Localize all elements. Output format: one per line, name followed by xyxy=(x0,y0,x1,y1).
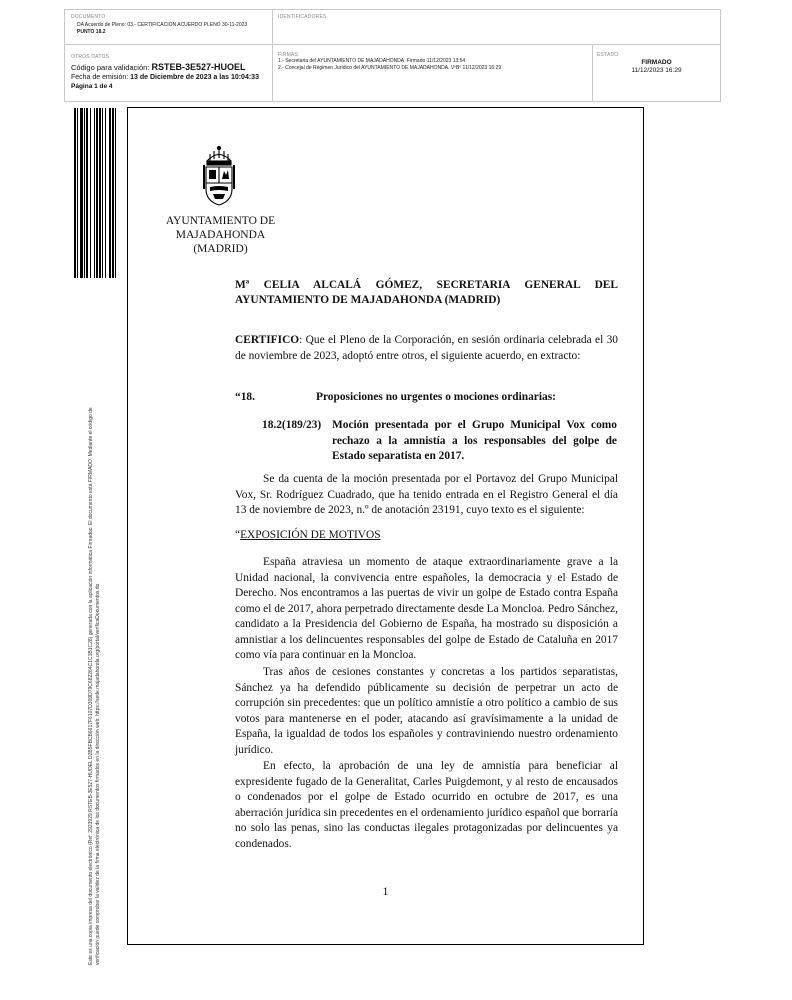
firmas-cell xyxy=(273,45,593,101)
exposicion-quote: “ xyxy=(235,529,241,541)
estado-date: 11/12/2023 16:29 xyxy=(631,67,682,74)
documento-cell xyxy=(65,10,273,45)
fecha-prefix: Fecha de emisión: xyxy=(71,74,129,81)
barcode-bar xyxy=(116,108,118,278)
page-number: 1 xyxy=(382,886,389,898)
organization-block xyxy=(148,214,293,256)
side-text-line2: verificación puede comprobar la validez de la firma electrónica de los documentos firmados en la dirección web: https://sede.majadahonda.org/portal/verificaDocumentos.do xyxy=(95,583,101,965)
firmas-label: FIRMAS xyxy=(278,52,299,58)
sub-number: 18.2(189/23) xyxy=(262,419,322,431)
sub-title: Moción presentada por el Grupo Municipal Vox como rechazo a la amnistía a los responsables del golpe de Estado separatista en 2017. xyxy=(332,419,617,462)
paragraph-2: Tras años de cesiones constantes y concretas a los partidos separatistas, Sánchez ya ha defendido públicamente su decisión de perpetrar un acto de corrupción sin precedentes: que un político amnistíe a otro político a cambio de sus votos para mantenerse en el poder, atacando así gravísimamente a la unidad de España, la igualdad de todos los españoles y contraviniendo nuestro ordenamiento jurídico. xyxy=(235,666,618,756)
certifico-label: CERTIFICO xyxy=(235,334,300,346)
page-count: Página 1 de 4 xyxy=(71,83,113,90)
intro-paragraph: Se da cuenta de la moción presentada por el Portavoz del Grupo Municipal Vox, Sr. Rodríguez Cuadrado, que ha tenido entrada en el Registro General el día 13 de noviembre de 2023, n.º de anotación 23191, cuyo texto es el siguiente: xyxy=(235,473,618,516)
document-page xyxy=(127,107,644,945)
estado-label: ESTADO xyxy=(597,52,619,58)
validation-code[interactable]: RSTEB-3E527-HUOEL xyxy=(151,62,246,72)
side-text-line1: Este es una copia impresa del documento electrónico (Ref: 2923929 RSTEB-3E527-HUOEL D2B5FBCB6617F6107D309D79C682264C1C1B1C28) generada con la aplicación informática Firmadoc. El documento está FIRMADO. Mediante el código de xyxy=(88,407,94,965)
documento-line2: PUNTO 18.2 xyxy=(77,29,106,35)
codigo-prefix: Código para validación: xyxy=(71,63,150,72)
paragraph-3: En efecto, la aprobación de una ley de amnistía para beneficiar al expresidente fugado de la Generalitat, Carles Puigdemont, y al resto de encausados o condenados por el golpe de Estado ocurrido en octubre de 2017, es una aberración jurídica sin precedentes en el ordenamiento jurídico español que borraría no solo las penas, sino las conductas ilegales protagonizadas por delincuentes ya condenados. xyxy=(235,760,618,850)
estado-cell xyxy=(593,45,720,101)
emission-date: 13 de Diciembre de 2023 a las 10:04:33 xyxy=(130,74,259,81)
firma-1: 1.- Secretaria del AYUNTAMIENTO DE MAJADAHONDA. Firmado 11/12/2023 13:54 xyxy=(278,58,466,64)
otros-label: OTROS DATOS xyxy=(71,54,110,60)
org-line3: (MADRID) xyxy=(193,243,248,255)
validation-barcode xyxy=(74,108,118,278)
item-number: “18. xyxy=(235,391,255,403)
documento-line1: DA Acuerdo de Pleno: 03.- CERTIFICACION ACUERDO PLENO 30-11-2023 xyxy=(77,22,248,28)
exposicion-heading xyxy=(235,528,381,544)
document-header xyxy=(64,9,721,102)
emission-date-line xyxy=(71,74,259,81)
validation-code-line xyxy=(71,62,246,72)
firma-2: 2.- Concejal de Régimen Jurídico del AYUNTAMIENTO DE MAJADAHONDA. VºBº 11/12/2023 16:29 xyxy=(278,65,502,71)
exposicion-title: EXPOSICIÓN DE MOTIVOS xyxy=(240,529,381,541)
certifico-paragraph xyxy=(235,333,618,364)
heading-line2: AYUNTAMIENTO DE MAJADAHONDA (MADRID) xyxy=(235,294,501,306)
org-line1: AYUNTAMIENTO DE xyxy=(165,215,276,227)
estado-value: FIRMADO xyxy=(641,59,672,66)
org-line2: MAJADAHONDA xyxy=(175,229,266,241)
verification-side-text xyxy=(88,407,102,965)
paragraph-1: España atraviesa un momento de ataque extraordinariamente grave a la Unidad nacional, la convivencia entre españoles, la democracia y el Estado de Derecho. Nos encontramos a las puertas de vivir un golpe de Estado contra España como el de 2017, ahora perpetrado directamente desde La Moncloa. Pedro Sánchez, candidato a la Presidencia del Gobierno de España, ha mostrado su disposición a amnistiar a los delincuentes responsables del golpe de Estado de Cataluña en 2017 como vía para continuar en la Moncloa. xyxy=(235,556,618,661)
otros-datos-cell xyxy=(65,45,273,101)
identificadores-label: IDENTIFICADORES xyxy=(278,14,327,20)
identificadores-cell xyxy=(273,10,720,45)
coat-of-arms-icon xyxy=(202,145,236,207)
item-title: Proposiciones no urgentes o mociones ordinarias: xyxy=(316,391,556,403)
heading-line1: Mª CELIA ALCALÁ GÓMEZ, SECRETARIA GENERAL DEL xyxy=(235,279,618,291)
certifico-text: : Que el Pleno de la Corporación, en sesión ordinaria celebrada el 30 de noviembre de 2023, adoptó entre otros, el siguiente acuerdo, en extracto: xyxy=(235,334,618,362)
documento-label: DOCUMENTO xyxy=(71,14,106,20)
